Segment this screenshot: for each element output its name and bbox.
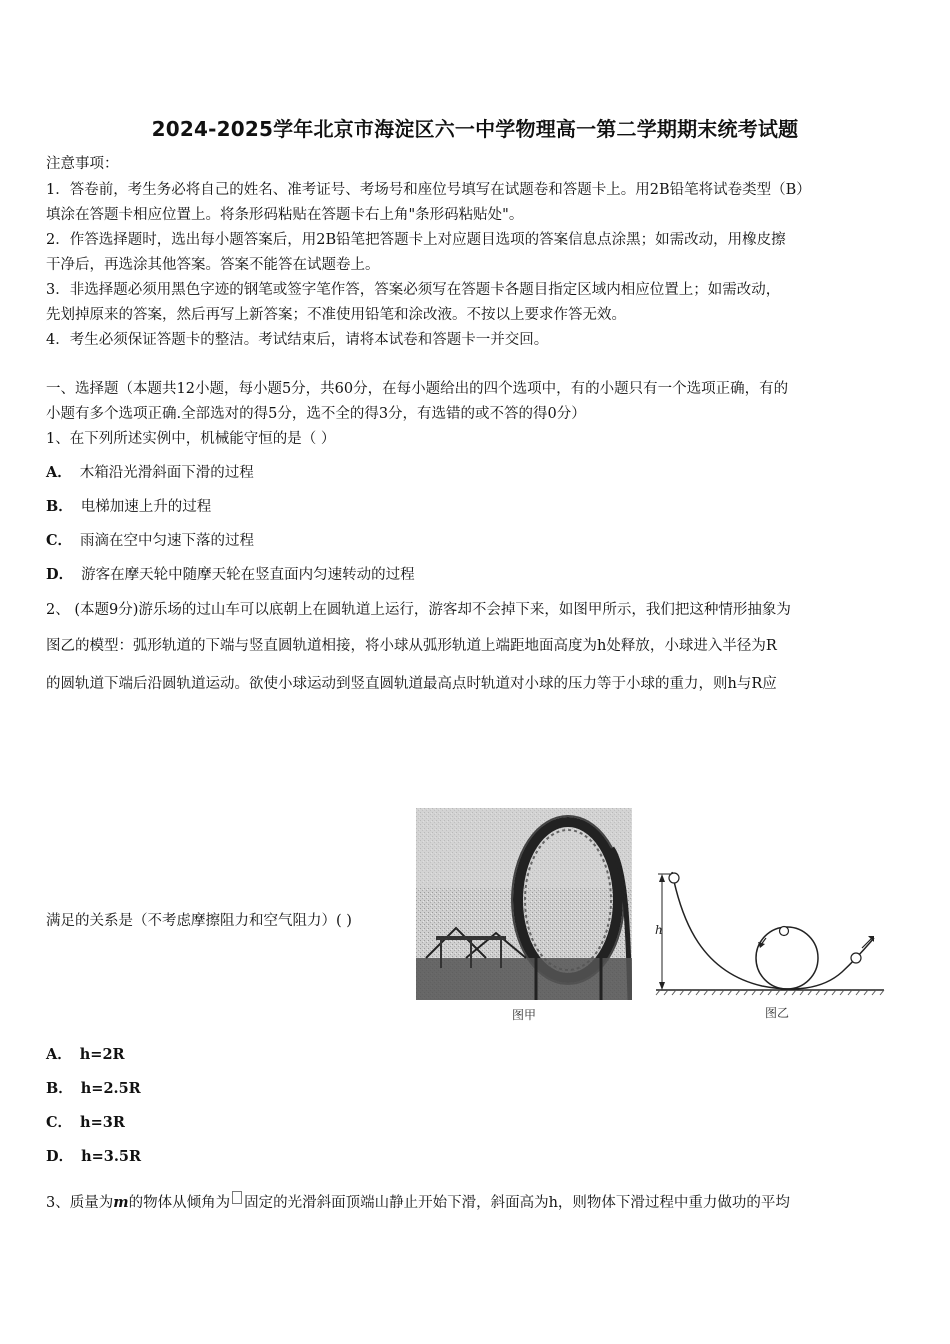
option-text: 木箱沿光滑斜面下滑的过程 xyxy=(79,465,254,481)
vertical-loop xyxy=(756,927,818,989)
option-letter: C． xyxy=(46,532,73,549)
notice-heading: 注意事项： xyxy=(46,156,119,172)
q3-text: 的物体从倾角为 xyxy=(128,1195,231,1211)
option-letter: A． xyxy=(46,464,72,481)
q2-option-c xyxy=(46,1111,125,1132)
q3-text: 固定的光滑斜面顶端山静止开始下滑，斜面高为h，则物体下滑过程中重力做功的平均 xyxy=(244,1195,790,1211)
option-letter: A． xyxy=(46,1046,72,1063)
ball-start xyxy=(669,873,679,883)
option-text: h=2R xyxy=(79,1046,125,1063)
option-letter: B． xyxy=(46,1080,73,1097)
notice-line: 干净后，再选涂其他答案。答案不能答在试题卷上。 xyxy=(46,257,380,273)
option-text: 雨滴在空中匀速下落的过程 xyxy=(80,533,255,549)
ball-exit xyxy=(851,953,861,963)
option-text: h=3.5R xyxy=(81,1148,142,1165)
notice-line: 4．考生必须保证答题卡的整洁。考试结束后，请将本试卷和答题卡一并交回。 xyxy=(46,332,549,348)
notice-line: 先划掉原来的答案，然后再写上新答案；不准使用铅笔和涂改液。不按以上要求作答无效。 xyxy=(46,307,626,323)
q3-stem xyxy=(46,1191,790,1212)
height-label: h xyxy=(655,923,663,937)
page-title: 2024-2025学年北京市海淀区六一中学物理高一第二学期期末统考试题 xyxy=(151,117,799,141)
section-heading-cont: 小题有多个选项正确.全部选对的得5分，选不全的得3分，有选错的或不答的得0分） xyxy=(46,406,586,422)
option-letter: B． xyxy=(46,498,73,515)
notice-line: 1．答卷前，考生务必将自己的姓名、准考证号、考场号和座位号填写在试题卷和答题卡上。用2B铅笔将试卷类型（B） xyxy=(46,182,811,198)
figure-caption-a: 图甲 xyxy=(512,1008,537,1022)
missing-glyph-icon xyxy=(232,1191,242,1204)
q2-option-b xyxy=(46,1077,141,1098)
notice-line: 2．作答选择题时，选出每小题答案后，用2B铅笔把答题卡上对应题目选项的答案信息点涂黑；如需改动，用橡皮擦 xyxy=(46,232,786,248)
ball-top xyxy=(780,927,789,936)
notice-line: 填涂在答题卡相应位置上。将条形码粘贴在答题卡右上角"条形码粘贴处"。 xyxy=(46,207,524,223)
section-heading: 一、选择题（本题共12小题，每小题5分，共60分，在每小题给出的四个选项中，有的小题只有一个选项正确，有的 xyxy=(46,381,789,397)
arrow-down-icon xyxy=(659,982,665,990)
option-letter: C． xyxy=(46,1114,73,1131)
roller-coaster-photo-drawing xyxy=(416,808,632,1000)
q2-stem-line: 2、 (本题9分)游乐场的过山车可以底朝上在圆轨道上运行，游客却不会掉下来，如图甲所示，我们把这种情形抽象为 xyxy=(46,602,791,618)
q3-mass-symbol: m xyxy=(113,1194,129,1211)
q1-option-d xyxy=(46,563,415,584)
option-letter: D． xyxy=(46,1148,74,1165)
q2-option-d xyxy=(46,1145,141,1166)
q2-stem-line: 图乙的模型：弧形轨道的下端与竖直圆轨道相接，将小球从弧形轨道上端距地面高度为h处释放，小球进入半径为R xyxy=(46,638,777,654)
q2-option-a xyxy=(46,1043,125,1064)
option-text: 游客在摩天轮中随摩天轮在竖直面内匀速转动的过程 xyxy=(81,567,415,583)
q2-stem-line: 的圆轨道下端后沿圆轨道运动。欲使小球运动到竖直圆轨道最高点时轨道对小球的压力等于小球的重力，则h与R应 xyxy=(46,676,777,692)
notice-line: 3．非选择题必须用黑色字迹的钢笔或签字笔作答，答案必须写在答题卡各题目指定区域内相应位置上；如需改动， xyxy=(46,282,781,298)
option-text: 电梯加速上升的过程 xyxy=(80,499,212,515)
figure-caption-b: 图乙 xyxy=(765,1006,790,1020)
arrow-up-icon xyxy=(659,874,665,882)
option-text: h=2.5R xyxy=(80,1080,141,1097)
q1-stem: 1、在下列所述实例中，机械能守恒的是（ ） xyxy=(46,431,336,447)
q1-option-a xyxy=(46,461,254,482)
roller-coaster-photo xyxy=(416,808,632,1000)
q3-text: 3、质量为 xyxy=(46,1195,114,1211)
option-text: h=3R xyxy=(80,1114,125,1131)
q1-option-b xyxy=(46,495,211,516)
option-letter: D． xyxy=(46,566,74,583)
track-diagram xyxy=(652,862,888,1002)
q1-option-c xyxy=(46,529,254,550)
q2-stem-line: 满足的关系是（不考虑摩擦阻力和空气阻力）( ) xyxy=(46,913,352,929)
